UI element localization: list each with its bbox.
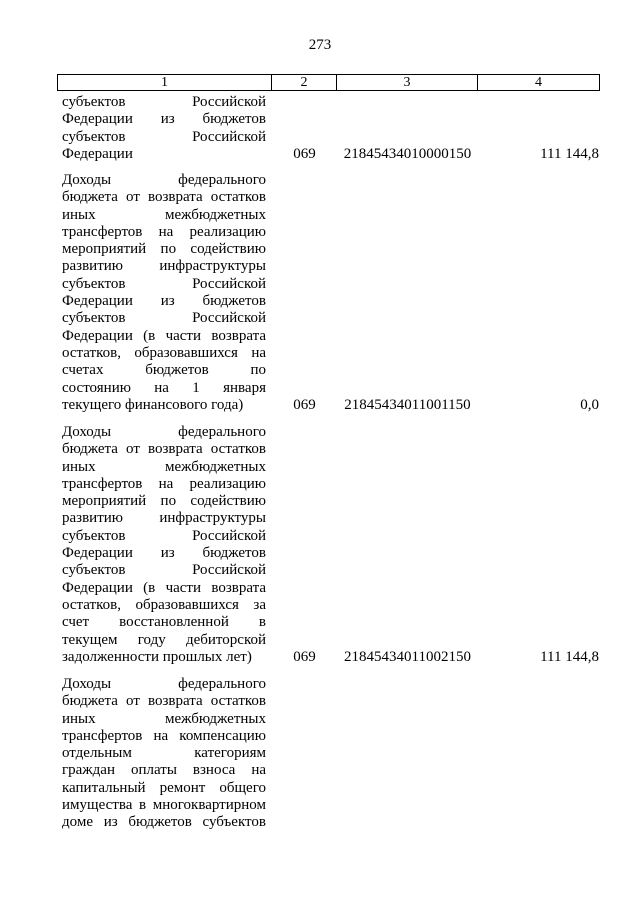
description-line: капитальный ремонт общего — [62, 779, 266, 796]
description-line: развитию инфраструктуры — [62, 510, 266, 527]
description-line: Федерации из бюджетов — [62, 293, 266, 310]
row-code: 069 — [293, 648, 316, 665]
description-line: текущем году дебиторской — [62, 631, 266, 648]
row-code: 069 — [293, 145, 316, 162]
description-line: субъектов Российской — [62, 527, 266, 544]
description-line: субъектов Российской — [62, 275, 266, 292]
description-line: развитию инфраструктуры — [62, 258, 266, 275]
description-line: состоянию на 1 января — [62, 379, 266, 396]
description-line: трансфертов на реализацию — [62, 223, 266, 240]
description-line: бюджета от возврата остатков — [62, 441, 266, 458]
row-description — [62, 94, 266, 163]
description-line: текущего финансового года) — [62, 396, 244, 413]
description-line: Доходы федерального — [62, 172, 266, 188]
description-line: Федерации из бюджетов — [62, 545, 266, 562]
row-description — [62, 676, 266, 832]
column-header-4: 4 — [535, 75, 542, 90]
page-number: 273 — [308, 37, 332, 53]
table-header-row — [57, 74, 600, 91]
description-line: задолженности прошлых лет) — [62, 648, 252, 665]
description-line: иных межбюджетных — [62, 710, 266, 727]
description-line: трансфертов на компенсацию — [62, 727, 266, 744]
description-line: бюджета от возврата остатков — [62, 693, 266, 710]
description-line: иных межбюджетных — [62, 206, 266, 223]
row-amount: 111 144,8 — [540, 648, 599, 665]
description-line: субъектов Российской — [62, 128, 266, 145]
description-line: субъектов Российской — [62, 562, 266, 579]
description-line: счет восстановленной в — [62, 614, 266, 631]
row-amount: 0,0 — [580, 396, 599, 413]
description-line: Федерации — [62, 145, 133, 162]
row-kbk: 21845434011001150 — [344, 396, 471, 413]
description-line: субъектов Российской — [62, 310, 266, 327]
description-line: субъектов Российской — [62, 94, 266, 110]
row-description — [62, 172, 266, 414]
description-line: Федерации (в части возврата — [62, 327, 266, 344]
description-line: граждан оплаты взноса на — [62, 762, 266, 779]
description-line: мероприятий по содействию — [62, 241, 266, 258]
description-line: остатков, образовавшихся за — [62, 596, 266, 613]
description-line: иных межбюджетных — [62, 458, 266, 475]
description-line: Федерации из бюджетов — [62, 111, 266, 128]
row-code: 069 — [293, 396, 316, 413]
description-line: мероприятий по содействию — [62, 493, 266, 510]
row-amount: 111 144,8 — [540, 145, 599, 162]
column-header-3: 3 — [337, 75, 478, 90]
description-line: Доходы федерального — [62, 676, 266, 692]
description-line: трансфертов на реализацию — [62, 475, 266, 492]
description-line: Доходы федерального — [62, 424, 266, 440]
description-line: имущества в многоквартирном — [62, 797, 266, 814]
row-kbk: 21845434011002150 — [344, 648, 471, 665]
description-line: бюджета от возврата остатков — [62, 189, 266, 206]
description-line: отдельным категориям — [62, 745, 266, 762]
column-header-2: 2 — [272, 75, 337, 90]
description-line: Федерации (в части возврата — [62, 579, 266, 596]
description-line: остатков, образовавшихся на — [62, 344, 266, 361]
row-description — [62, 424, 266, 666]
row-kbk: 21845434010000150 — [343, 145, 472, 162]
description-line: доме из бюджетов субъектов — [62, 814, 266, 831]
description-line: счетах бюджетов по — [62, 362, 266, 379]
column-header-1: 1 — [58, 75, 272, 90]
